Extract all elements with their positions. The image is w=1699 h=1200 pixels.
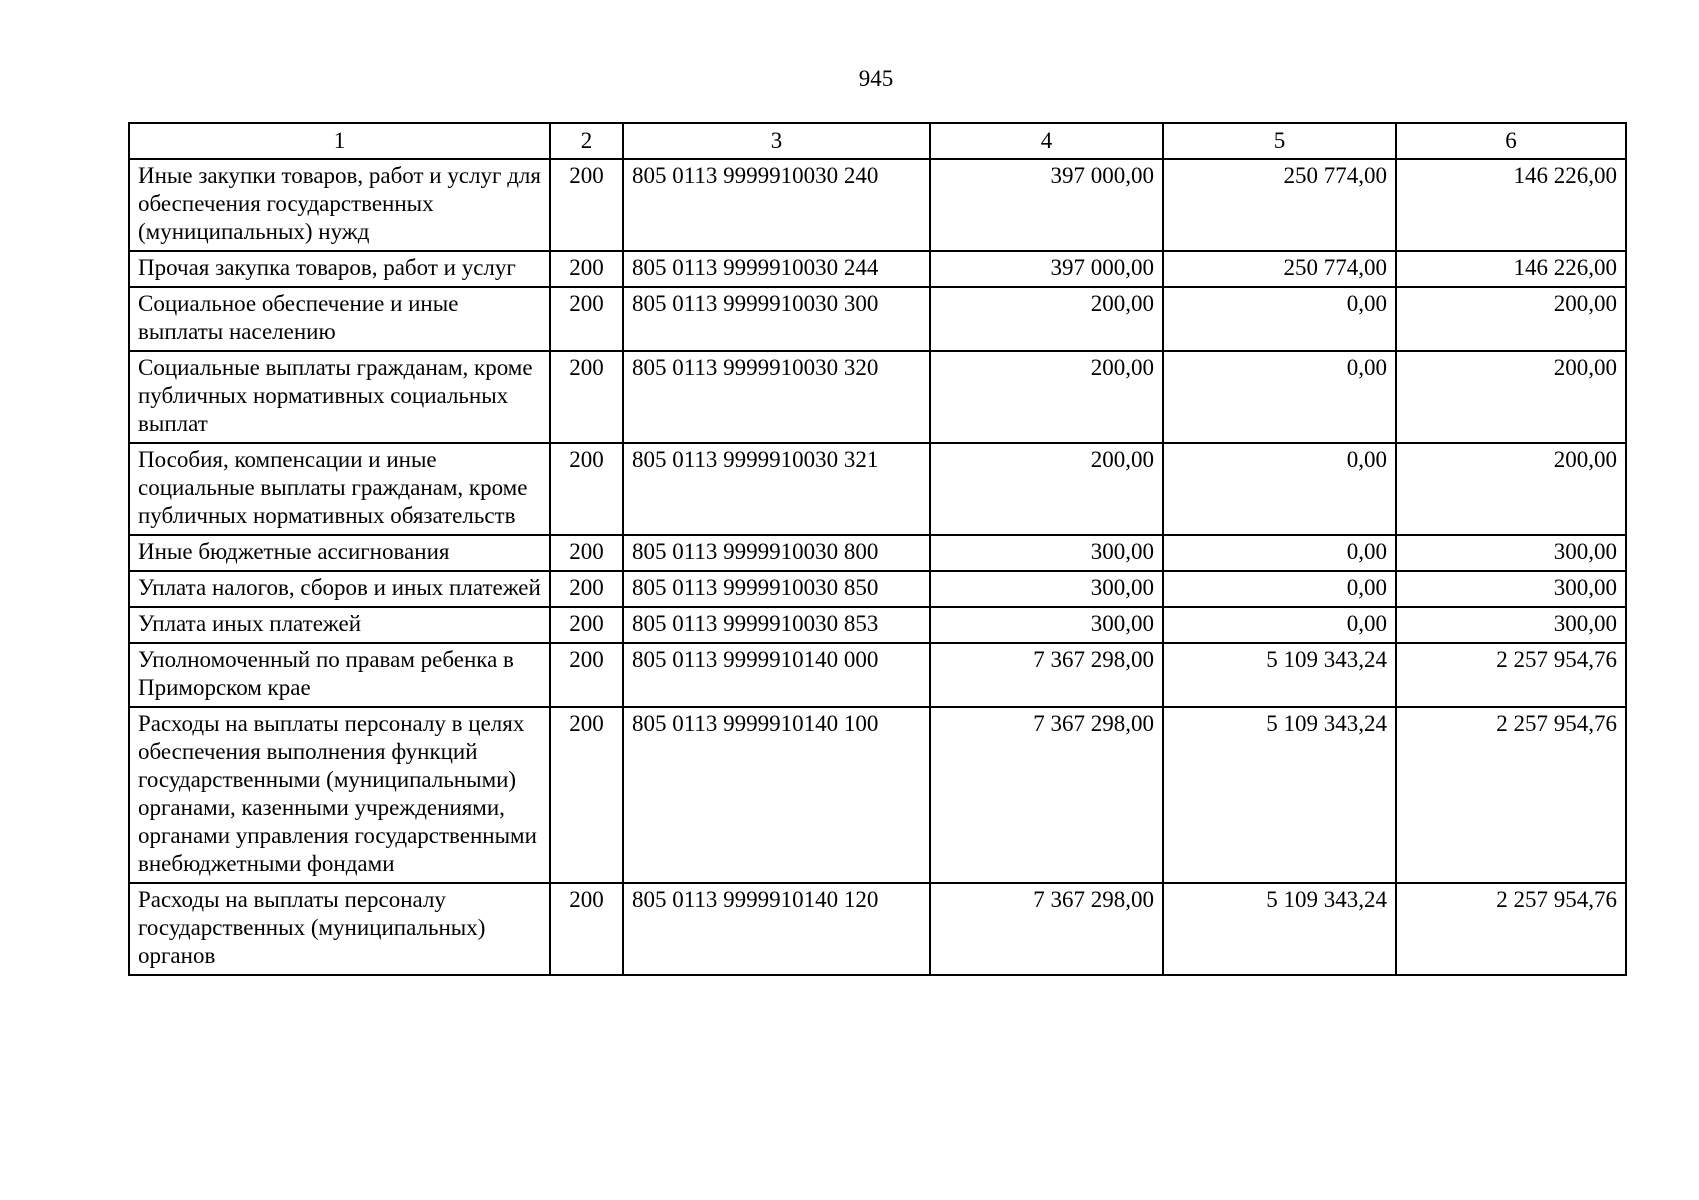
row-classification-cell: 805 0113 9999910030 300 <box>623 287 930 351</box>
row-name-cell: Иные закупки товаров, работ и услуг для обеспечения государственных (муниципальных) нужд <box>129 159 550 251</box>
row-name-cell: Социальное обеспечение и иные выплаты населению <box>129 287 550 351</box>
row-classification-cell: 805 0113 9999910030 800 <box>623 535 930 571</box>
row-name-cell: Расходы на выплаты персоналу государственных (муниципальных) органов <box>129 883 550 975</box>
row-approved-cell: 397 000,00 <box>930 251 1163 287</box>
column-header: 4 <box>930 123 1163 159</box>
row-name-cell: Социальные выплаты гражданам, кроме публичных нормативных социальных выплат <box>129 351 550 443</box>
row-unexecuted-cell: 200,00 <box>1396 443 1626 535</box>
row-executed-cell: 0,00 <box>1163 443 1396 535</box>
row-classification-cell: 805 0113 9999910030 321 <box>623 443 930 535</box>
row-unexecuted-cell: 200,00 <box>1396 287 1626 351</box>
row-approved-cell: 200,00 <box>930 443 1163 535</box>
row-classification-cell: 805 0113 9999910030 244 <box>623 251 930 287</box>
table-header-row <box>129 123 1626 159</box>
column-header: 2 <box>550 123 623 159</box>
row-code-cell: 200 <box>550 707 623 883</box>
row-code-cell: 200 <box>550 607 623 643</box>
row-name-cell: Пособия, компенсации и иные социальные выплаты гражданам, кроме публичных нормативных обязательств <box>129 443 550 535</box>
row-approved-cell: 397 000,00 <box>930 159 1163 251</box>
row-executed-cell: 5 109 343,24 <box>1163 643 1396 707</box>
row-classification-cell: 805 0113 9999910030 853 <box>623 607 930 643</box>
table-row <box>129 643 1626 707</box>
row-unexecuted-cell: 146 226,00 <box>1396 251 1626 287</box>
table-row <box>129 351 1626 443</box>
row-unexecuted-cell: 2 257 954,76 <box>1396 707 1626 883</box>
row-executed-cell: 250 774,00 <box>1163 159 1396 251</box>
table-row <box>129 535 1626 571</box>
column-header: 6 <box>1396 123 1626 159</box>
row-name-cell: Уплата налогов, сборов и иных платежей <box>129 571 550 607</box>
row-classification-cell: 805 0113 9999910140 100 <box>623 707 930 883</box>
table-row <box>129 159 1626 251</box>
row-code-cell: 200 <box>550 883 623 975</box>
row-approved-cell: 300,00 <box>930 571 1163 607</box>
row-code-cell: 200 <box>550 443 623 535</box>
row-unexecuted-cell: 300,00 <box>1396 571 1626 607</box>
table-row <box>129 443 1626 535</box>
row-approved-cell: 7 367 298,00 <box>930 883 1163 975</box>
row-executed-cell: 0,00 <box>1163 607 1396 643</box>
row-name-cell: Расходы на выплаты персоналу в целях обеспечения выполнения функций государственными (муниципальными) органами, казенными учреждениями, органами управления государственными внебюджетными фондами <box>129 707 550 883</box>
row-classification-cell: 805 0113 9999910140 000 <box>623 643 930 707</box>
row-name-cell: Прочая закупка товаров, работ и услуг <box>129 251 550 287</box>
row-code-cell: 200 <box>550 535 623 571</box>
table-row <box>129 251 1626 287</box>
row-executed-cell: 0,00 <box>1163 287 1396 351</box>
row-classification-cell: 805 0113 9999910030 240 <box>623 159 930 251</box>
row-name-cell: Иные бюджетные ассигнования <box>129 535 550 571</box>
budget-table <box>128 122 1627 976</box>
row-classification-cell: 805 0113 9999910140 120 <box>623 883 930 975</box>
row-unexecuted-cell: 300,00 <box>1396 535 1626 571</box>
row-approved-cell: 7 367 298,00 <box>930 707 1163 883</box>
row-unexecuted-cell: 200,00 <box>1396 351 1626 443</box>
table-row <box>129 707 1626 883</box>
table-row <box>129 607 1626 643</box>
row-executed-cell: 5 109 343,24 <box>1163 707 1396 883</box>
row-executed-cell: 0,00 <box>1163 535 1396 571</box>
row-unexecuted-cell: 2 257 954,76 <box>1396 883 1626 975</box>
column-header: 5 <box>1163 123 1396 159</box>
table-row <box>129 287 1626 351</box>
page-number: 945 <box>858 66 894 91</box>
row-classification-cell: 805 0113 9999910030 850 <box>623 571 930 607</box>
row-name-cell: Уплата иных платежей <box>129 607 550 643</box>
row-code-cell: 200 <box>550 251 623 287</box>
row-executed-cell: 0,00 <box>1163 351 1396 443</box>
table-row <box>129 883 1626 975</box>
row-executed-cell: 250 774,00 <box>1163 251 1396 287</box>
row-code-cell: 200 <box>550 159 623 251</box>
row-approved-cell: 7 367 298,00 <box>930 643 1163 707</box>
row-approved-cell: 300,00 <box>930 607 1163 643</box>
row-code-cell: 200 <box>550 643 623 707</box>
row-executed-cell: 0,00 <box>1163 571 1396 607</box>
row-code-cell: 200 <box>550 571 623 607</box>
row-code-cell: 200 <box>550 351 623 443</box>
table-row <box>129 571 1626 607</box>
row-classification-cell: 805 0113 9999910030 320 <box>623 351 930 443</box>
row-unexecuted-cell: 146 226,00 <box>1396 159 1626 251</box>
row-approved-cell: 200,00 <box>930 351 1163 443</box>
column-header: 1 <box>129 123 550 159</box>
row-approved-cell: 300,00 <box>930 535 1163 571</box>
row-name-cell: Уполномоченный по правам ребенка в Приморском крае <box>129 643 550 707</box>
column-header: 3 <box>623 123 930 159</box>
row-code-cell: 200 <box>550 287 623 351</box>
row-unexecuted-cell: 300,00 <box>1396 607 1626 643</box>
row-approved-cell: 200,00 <box>930 287 1163 351</box>
row-unexecuted-cell: 2 257 954,76 <box>1396 643 1626 707</box>
row-executed-cell: 5 109 343,24 <box>1163 883 1396 975</box>
